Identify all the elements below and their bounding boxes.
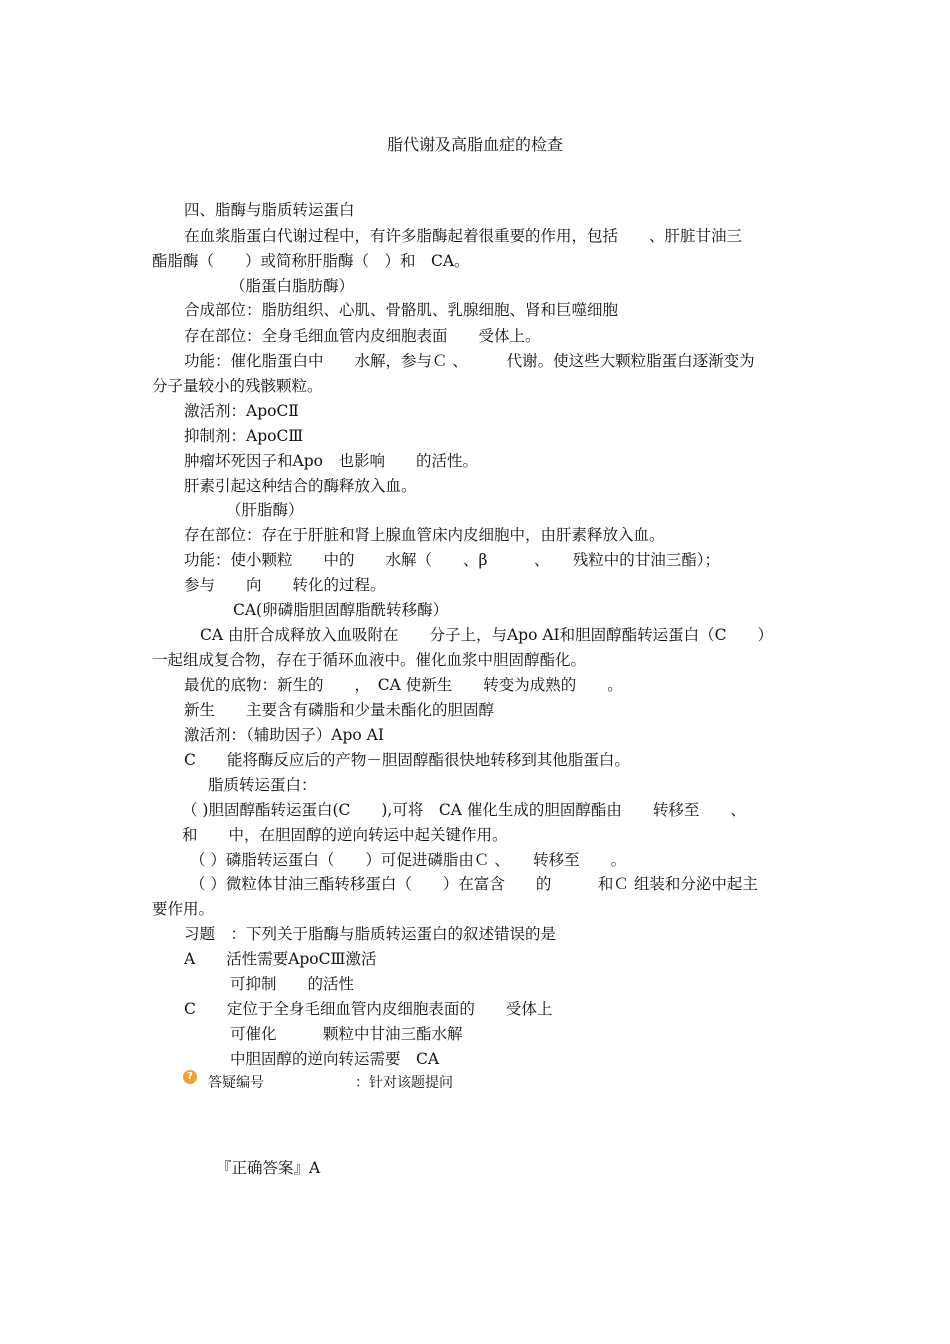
text-line: 中胆固醇的逆向转运需要 CA	[230, 1050, 440, 1068]
text-line: 和 中，在胆固醇的逆向转运中起关键作用。	[182, 826, 508, 844]
correct-answer: 『正确答案』A	[216, 1159, 321, 1177]
text-line: 合成部位：脂肪组织、心肌、骨骼肌、乳腺细胞、肾和巨噬细胞	[184, 301, 619, 319]
text-line: 习题 ：下列关于脂酶与脂质转运蛋白的叙述错误的是	[184, 925, 557, 943]
text-line: 可催化 颗粒中甘油三酯水解	[230, 1025, 463, 1043]
text-line: 最优的底物：新生的 ， CA 使新生 转变为成熟的 。	[184, 676, 623, 694]
text-line: （ ）磷脂转运蛋白（ ）可促进磷脂由Ｃ 、 转移至 。	[190, 851, 627, 869]
text-line: C 能将酶反应后的产物－胆固醇酯很快地转移到其他脂蛋白。	[184, 751, 630, 769]
qa-label: 答疑编号	[208, 1075, 264, 1091]
text-line: 存在部位：全身毛细血管内皮细胞表面 受体上。	[184, 327, 541, 345]
text-line: （肝脂酶）	[226, 501, 304, 519]
text-line: 新生 主要含有磷脂和少量未酯化的胆固醇	[184, 701, 495, 719]
text-line: 激活剂：（辅助因子）Apo AⅠ	[184, 726, 384, 744]
text-line: 一起组成复合物，存在于循环血液中。催化血浆中胆固醇酯化。	[152, 651, 587, 669]
text-line: CA(卵磷脂胆固醇脂酰转移酶）	[233, 601, 449, 619]
text-line: CA 由肝合成释放入血吸附在 分子上，与Apo AⅠ和胆固醇酯转运蛋白（C ）	[200, 626, 774, 644]
qa-suffix[interactable]: ：针对该题提问	[355, 1075, 453, 1091]
text-line: 可抑制 的活性	[230, 975, 355, 993]
text-line: 分子量较小的残骸颗粒。	[152, 377, 323, 395]
text-line: 肿瘤坏死因子和Apo 也影响 的活性。	[184, 452, 478, 470]
text-line: 在血浆脂蛋白代谢过程中，有许多脂酶起着很重要的作用，包括 、肝脏甘油三	[184, 227, 743, 245]
text-line: A 活性需要ApoCⅢ激活	[184, 950, 377, 968]
text-line: 抑制剂：ApoCⅢ	[184, 427, 304, 445]
question-icon[interactable]: ?	[183, 1070, 197, 1084]
text-line: （脂蛋白脂肪酶）	[230, 277, 355, 295]
text-line: 功能：催化脂蛋白中 水解，参与Ｃ 、 代谢。使这些大颗粒脂蛋白逐渐变为	[184, 352, 755, 370]
text-line: 酯脂酶（ ）或简称肝脂酶（ ）和 CA。	[152, 252, 470, 270]
text-line: 参与 向 转化的过程。	[184, 576, 386, 594]
text-line: 功能：使小颗粒 中的 水解（ 、β 、 残粒中的甘油三酯）；	[184, 551, 720, 569]
text-line: C 定位于全身毛细血管内皮细胞表面的 受体上	[184, 1000, 553, 1018]
text-line: （ )胆固醇酯转运蛋白(C ),可将 CA 催化生成的胆固醇酯由 转移至 、	[182, 801, 746, 819]
page-title: 脂代谢及高脂血症的检查	[386, 135, 563, 154]
text-line: 存在部位：存在于肝脏和肾上腺血管床内皮细胞中，由肝素释放入血。	[184, 526, 665, 544]
text-line: 脂质转运蛋白：	[208, 776, 317, 794]
text-line: （ ）微粒体甘油三酯转移蛋白（ ）在富含 的 和Ｃ 组装和分泌中起主	[190, 875, 758, 893]
text-line: 四、脂酶与脂质转运蛋白	[184, 201, 355, 219]
text-line: 要作用。	[152, 900, 215, 918]
text-line: 激活剂：ApoCⅡ	[184, 402, 299, 420]
text-line: 肝素引起这种结合的酶释放入血。	[184, 477, 417, 495]
